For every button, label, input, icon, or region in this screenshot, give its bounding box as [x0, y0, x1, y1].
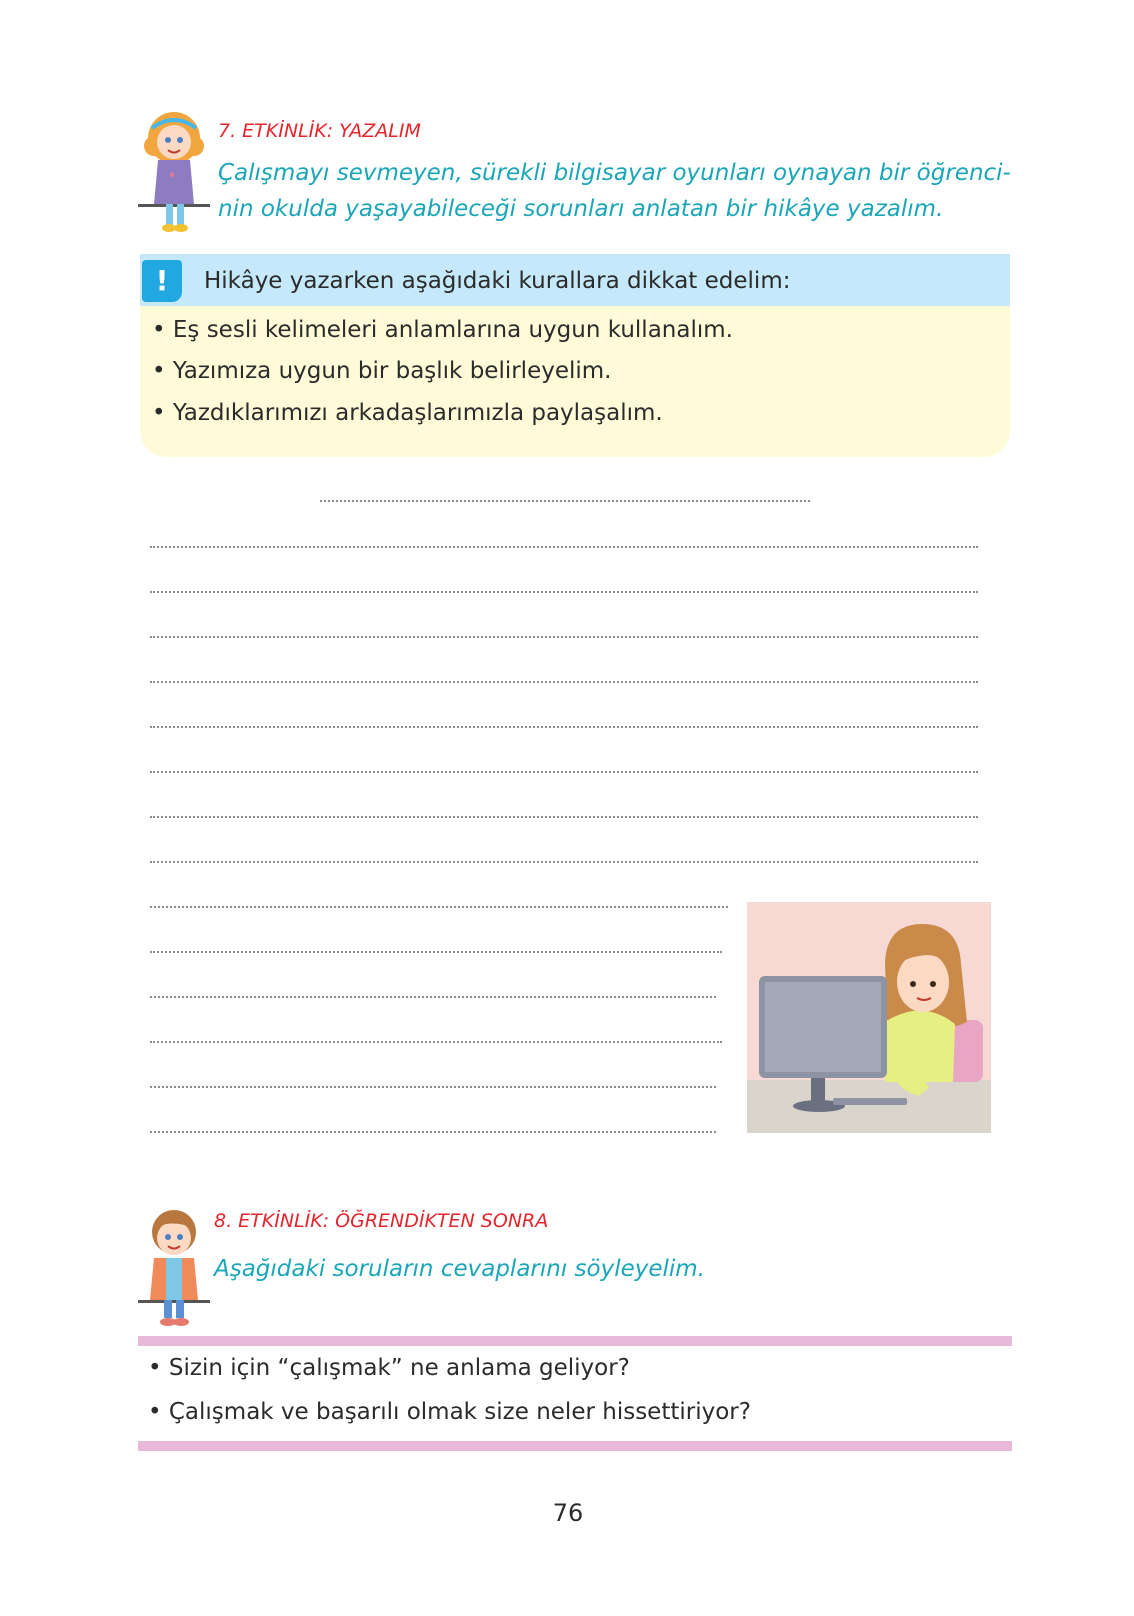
title-writing-line[interactable] — [320, 500, 810, 502]
activity-8-instruction: Aşağıdaki soruların cevaplarını söyleyelim. — [214, 1256, 705, 1282]
boy-character-illustration — [136, 1204, 212, 1330]
activity-8-label: 8. ETKİNLİK: ÖĞRENDİKTEN SONRA — [214, 1210, 549, 1232]
divider-top — [138, 1336, 1012, 1346]
writing-line[interactable] — [150, 1041, 722, 1043]
writing-line[interactable] — [150, 1086, 716, 1088]
rule-item: • Yazımıza uygun bir başlık belirleyelim. — [152, 358, 612, 384]
writing-line[interactable] — [150, 996, 716, 998]
question-item: • Sizin için “çalışmak” ne anlama geliyor? — [148, 1355, 630, 1381]
rule-item: • Yazdıklarımızı arkadaşlarımızla paylaşalım. — [152, 400, 663, 426]
writing-line[interactable] — [150, 771, 978, 773]
page-number: 76 — [552, 1499, 584, 1527]
question-item: • Çalışmak ve başarılı olmak size neler hissettiriyor? — [148, 1399, 751, 1425]
divider-bottom — [138, 1441, 1012, 1451]
writing-line[interactable] — [150, 906, 728, 908]
writing-line[interactable] — [150, 816, 978, 818]
girl-at-computer-illustration — [747, 902, 991, 1133]
rules-box-title: Hikâye yazarken aşağıdaki kurallara dikkat edelim: — [204, 268, 791, 294]
writing-line[interactable] — [150, 1131, 716, 1133]
writing-line[interactable] — [150, 951, 722, 953]
writing-line[interactable] — [150, 591, 978, 593]
writing-line[interactable] — [150, 546, 978, 548]
writing-line[interactable] — [150, 681, 978, 683]
activity-7-instruction-line-1: Çalışmayı sevmeyen, sürekli bilgisayar oyunları oynayan bir öğrenci- — [218, 160, 1011, 186]
activity-7-label: 7. ETKİNLİK: YAZALIM — [218, 120, 421, 142]
girl-character-illustration — [134, 108, 214, 236]
writing-line[interactable] — [150, 636, 978, 638]
writing-line[interactable] — [150, 861, 978, 863]
exclamation-icon: ! — [142, 260, 182, 302]
activity-7-instruction-line-2: nin okulda yaşayabileceği sorunları anlatan bir hikâye yazalım. — [218, 196, 944, 222]
writing-line[interactable] — [150, 726, 978, 728]
rule-item: • Eş sesli kelimeleri anlamlarına uygun kullanalım. — [152, 317, 733, 343]
